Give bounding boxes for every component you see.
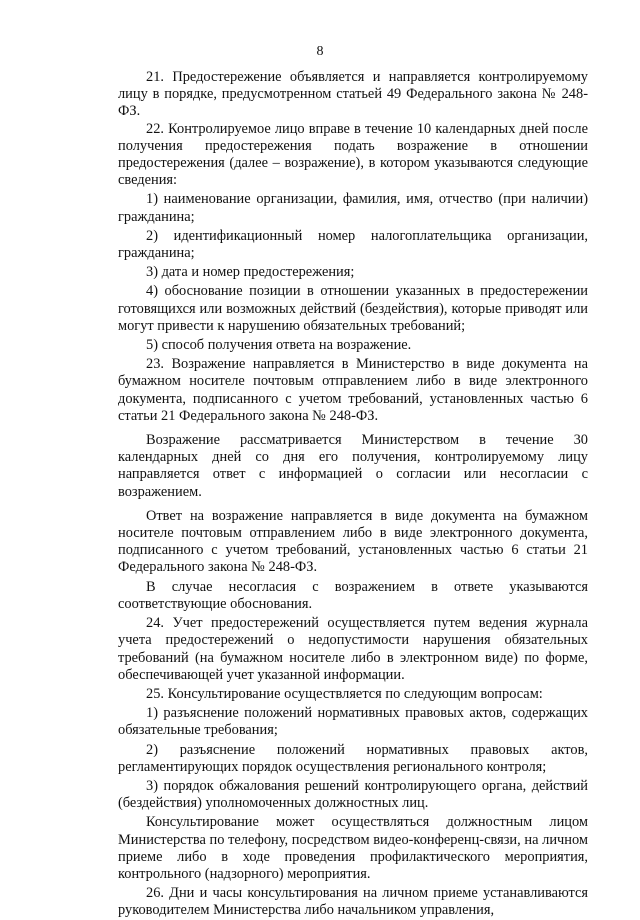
paragraph: 25. Консультирование осуществляется по следующим вопросам:: [146, 685, 543, 702]
paragraph: 26. Дни и часы консультирования на личном приеме устанавливаются руководителем Министерства либо начальником управления,: [118, 885, 588, 919]
list-item: 2) идентификационный номер налогоплательщика организации, гражданина;: [118, 227, 588, 262]
paragraph: В случае несогласия с возражением в ответе указываются соответствующие обоснования.: [118, 578, 588, 612]
list-item: 3) дата и номер предостережения;: [146, 264, 355, 281]
list-item: 5) способ получения ответа на возражение.: [146, 337, 412, 354]
list-item: 4) обоснование позиции в отношении указанных в предостережении готовящихся или возможных действий (бездействия), которые приводят или могут привести к нарушению обязательных требований;: [118, 283, 588, 334]
list-item: 1) разъяснение положений нормативных правовых актов, содержащих обязательные требования;: [118, 705, 588, 739]
paragraph: 22. Контролируемое лицо вправе в течение 10 календарных дней после получения предостережения подать возражение в отношении предостережения (далее – возражение), в котором указываются следующие сведения:: [118, 120, 588, 189]
document-body: [118, 69, 588, 920]
paragraph: 24. Учет предостережений осуществляется путем ведения журнала учета предостережений о недопустимости нарушения обязательных требований (на бумажном носителе либо в электронном виде) по форме, обеспечивающей учет указанной информации.: [118, 615, 588, 683]
paragraph: 21. Предостережение объявляется и направляется контролируемому лицу в порядке, предусмотренном статьей 49 Федерального закона № 248-ФЗ.: [118, 69, 588, 120]
list-item: 1) наименование организации, фамилия, имя, отчество (при наличии) гражданина;: [118, 191, 588, 225]
list-item: 3) порядок обжалования решений контролирующего органа, действий (бездействия) уполномоченных должностных лиц.: [118, 777, 588, 812]
paragraph: 23. Возражение направляется в Министерство в виде документа на бумажном носителе почтовым отправлением либо в виде электронного документа, подписанного с учетом требований, установленных частью 6 статьи 21 Федерального закона № 248-ФЗ.: [118, 356, 588, 424]
paragraph: Ответ на возражение направляется в виде документа на бумажном носителе почтовым отправлением либо в виде электронного документа, подписанного с учетом требований, установленных частью 6 статьи 21 Федерального закона № 248-ФЗ.: [118, 507, 588, 576]
paragraph: Возражение рассматривается Министерством в течение 30 календарных дней со дня его получения, контролируемому лицу направляется ответ с информацией о согласии или несогласии с возражением.: [118, 432, 588, 500]
page-number: 8: [316, 44, 324, 59]
paragraph: Консультирование может осуществляться должностным лицом Министерства по телефону, посредством видео-конференц-связи, на личном приеме либо в ходе проведения профилактического мероприятия, контрольного (надзорного) мероприятия.: [118, 814, 588, 882]
list-item: 2) разъяснение положений нормативных правовых актов, регламентирующих порядок осуществления регионального контроля;: [118, 741, 588, 775]
